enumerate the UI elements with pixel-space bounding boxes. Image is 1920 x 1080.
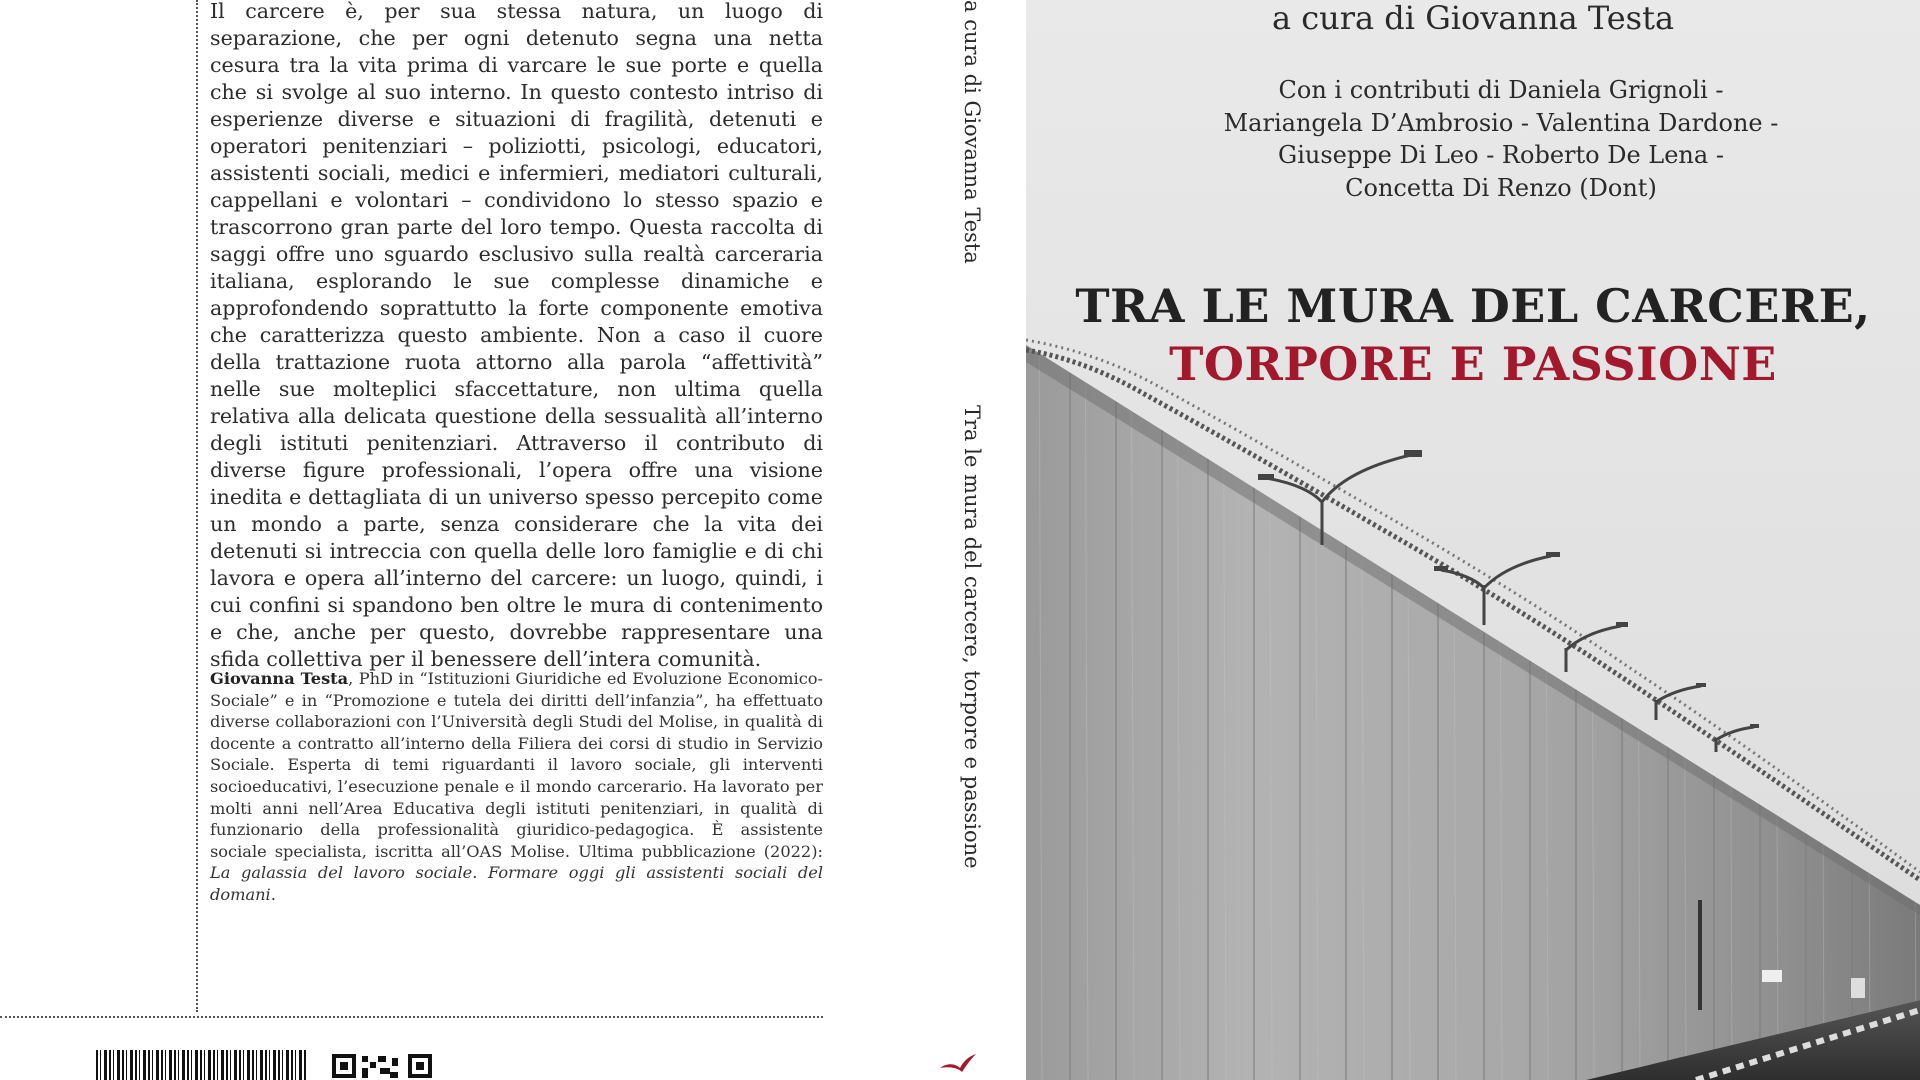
author-bio-last-publication: La galassia del lavoro sociale. Formare oggi gli assistenti sociali del domani bbox=[210, 863, 823, 904]
book-title-line-1: TRA LE MURA DEL CARCERE, bbox=[1075, 279, 1871, 333]
contributors-line: Concetta Di Renzo (Dont) bbox=[1345, 173, 1657, 202]
author-bio bbox=[210, 668, 823, 906]
front-cover bbox=[1026, 0, 1920, 1080]
contributors-line: Giuseppe Di Leo - Roberto De Lena - bbox=[1278, 141, 1724, 169]
author-bio-name: Giovanna Testa bbox=[210, 669, 349, 688]
qr-code-icon bbox=[332, 1054, 434, 1080]
author-bio-end: . bbox=[270, 884, 276, 904]
publisher-bird-logo-icon bbox=[938, 1052, 978, 1074]
horizontal-dotted-divider bbox=[0, 1016, 823, 1018]
spine-title: Tra le mura del carcere, torpore e passione bbox=[960, 405, 984, 869]
vertical-dotted-divider bbox=[196, 0, 198, 1012]
contributors-line: Mariangela D’Ambrosio - Valentina Dardone - bbox=[1223, 108, 1779, 137]
front-editor-line: a cura di Giovanna Testa bbox=[1271, 0, 1675, 37]
back-cover bbox=[0, 0, 930, 1080]
front-contributors bbox=[1156, 74, 1846, 204]
book-spine bbox=[930, 0, 1026, 1080]
back-cover-blurb: Il carcere è, per sua stessa natura, un luogo di separazione, che per ogni detenuto segna una netta cesura tra la vita prima di varcare le sue porte e quella che si svolge al suo interno. In questo contesto intriso di esperienze diverse e situazioni di fragilità, detenuti e operatori penitenziari – poliziotti, psicologi, educatori, assistenti sociali, medici e infermieri, mediatori culturali, cappellani e volontari – condividono lo stesso spazio e trascorrono gran parte del loro tempo. Questa raccolta di saggi offre uno sguardo esclusivo sulla realtà carceraria italiana, esplorando le sue complesse dinamiche e approfondendo soprattutto la forte componente emotiva che caratterizza questo ambiente. Non a caso il cuore della trattazione ruota attorno alla parola “affettività” nelle sue molteplici sfaccettature, non ultima quella relativa alla delicata questione della sessualità all’interno degli istituti penitenziari. Attraverso il contributo di diverse figure professionali, l’opera offre una visione inedita e dettagliata di un universo spesso percepito come un mondo a parte, senza considerare che la vita dei detenuti si intreccia con quella delle loro famiglie e di chi lavora e opera all’interno del carcere: un luogo, quindi, i cui confini si spandono ben oltre le mura di contenimento e che, anche per questo, dovrebbe rappresentare una sfida collettiva per il benessere dell’intera comunità. bbox=[210, 0, 823, 671]
spine-editor: a cura di Giovanna Testa bbox=[960, 0, 984, 264]
author-bio-text: , PhD in “Istituzioni Giuridiche ed Evoluzione Economico-Sociale” e in “Promozione e tutela dei diritti dell’infanzia”, ha effettuato diverse collaborazioni con l’Università degli Studi del Molise, in qualità di docente a contratto all’interno della Filiera dei corsi di studio in Servizio Sociale. Esperta di temi riguardanti il lavoro sociale, gli interventi socioeducativi, l’esecuzione penale e il mondo carcerario. Ha lavorato per molti anni nell’Area Educativa degli istituti penitenziari, in qualità di funzionario della professionalità giuridico-pedagogica. È assistente sociale specialista, iscritta all’OAS Molise. Ultima pubblicazione (2022): bbox=[210, 669, 823, 861]
isbn-barcode-icon bbox=[96, 1050, 308, 1080]
book-title-line-2: TORPORE E PASSIONE bbox=[1169, 337, 1777, 391]
contributors-line: Con i contributi di Daniela Grignoli - bbox=[1278, 76, 1724, 104]
